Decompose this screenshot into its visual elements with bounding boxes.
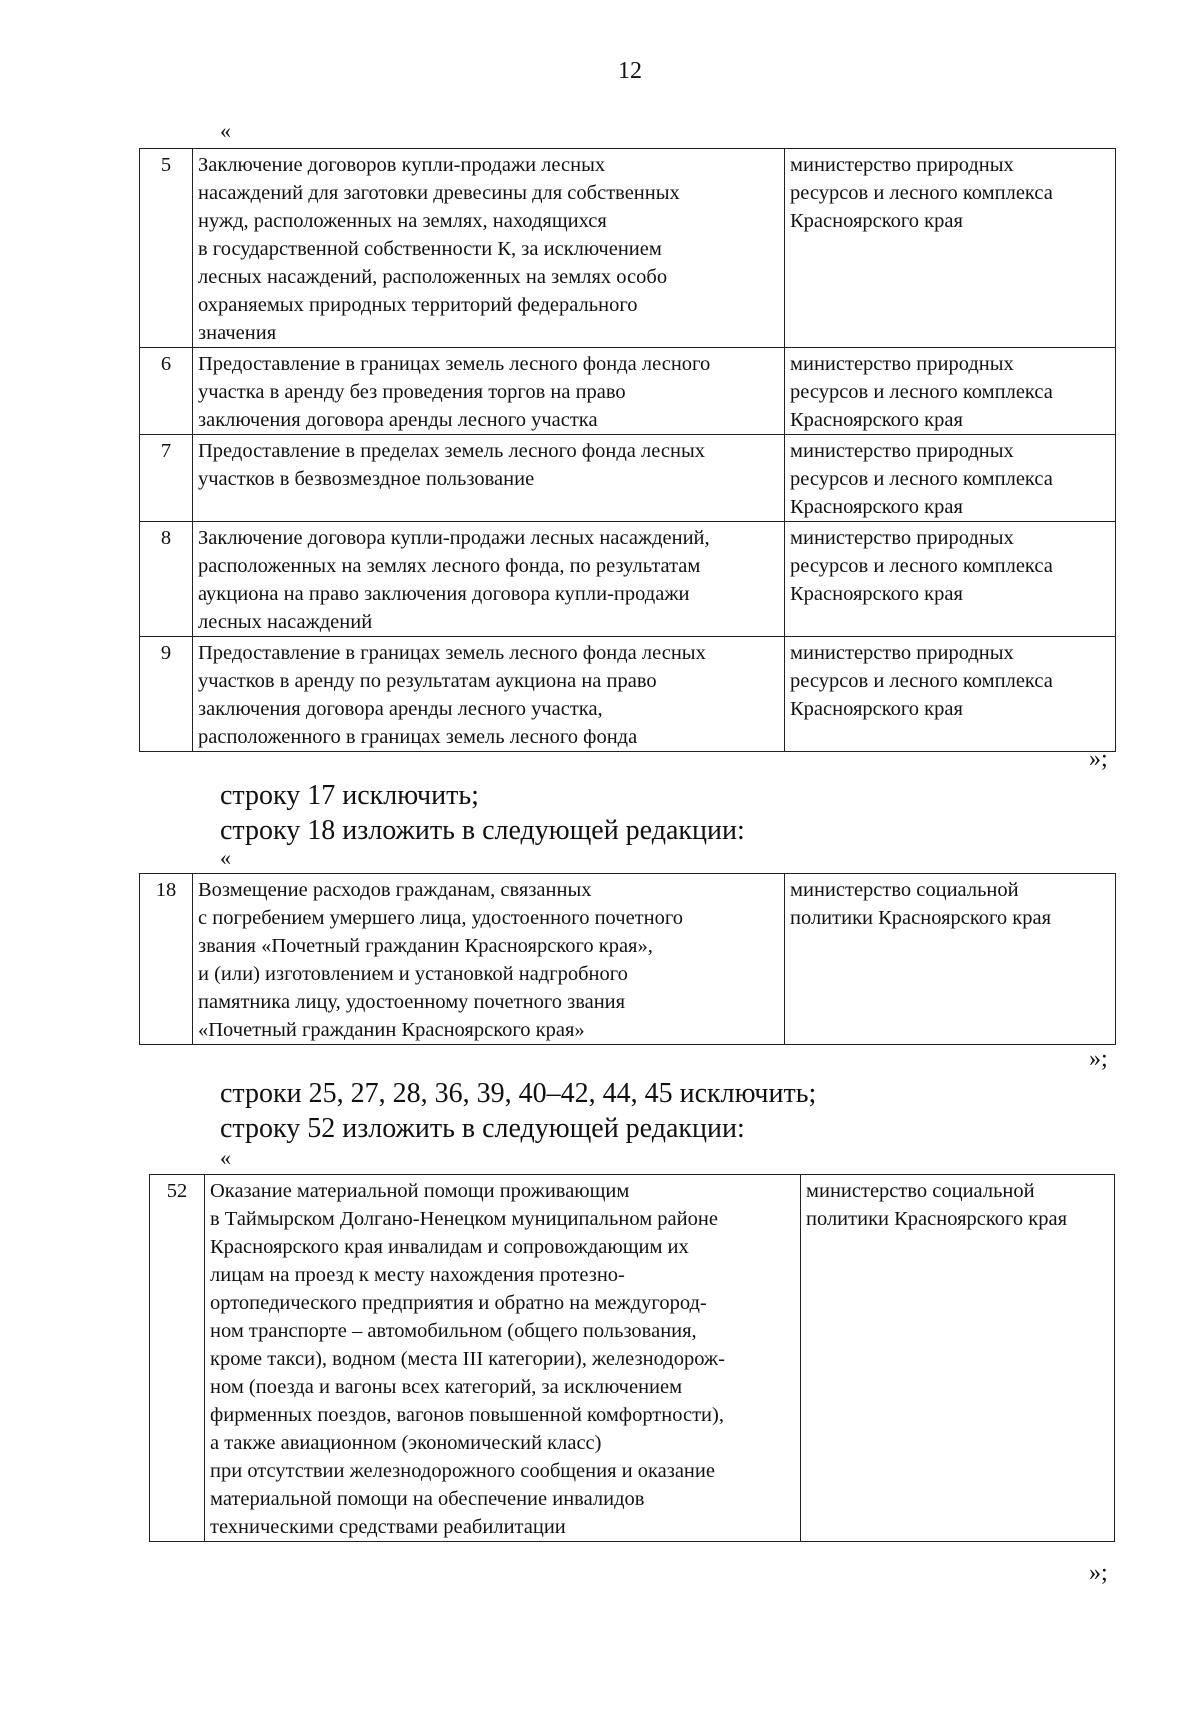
responsible-agency: министерство природных ресурсов и лесного комплекса Красноярского края (785, 435, 1116, 522)
services-table-1 (139, 148, 1116, 752)
open-quote: « (220, 845, 231, 870)
table-row (140, 149, 1116, 348)
row-number: 52 (150, 1175, 205, 1542)
row-number: 9 (140, 637, 193, 752)
responsible-agency: министерство социальной политики Красноярского края (801, 1175, 1115, 1542)
close-quote: »; (1089, 1046, 1108, 1072)
service-description: Возмещение расходов гражданам, связанных с погребением умершего лица, удостоенного почетного звания «Почетный гражданин Красноярского края», и (или) изготовлением и установкой надгробного памятника лицу, удостоенному почетного звания «Почетный гражданин Красноярского края» (193, 874, 785, 1045)
service-description: Оказание материальной помощи проживающим в Таймырском Долгано-Ненецком муниципальном районе Красноярского края инвалидам и сопровождающим их лицам на проезд к месту нахождения протезно- ортопедического предприятия и обратно на междугород- ном транспорте – автомобильном (общего пользования, кроме такси), водном (места III категории), железнодорож- ном (поезда и вагоны всех категорий, за исключением фирменных поездов, вагонов повышенной комфортности), а также авиационном (экономический класс) при отсутствии железнодорожного сообщения и оказание материальной помощи на обеспечение инвалидов техническими средствами реабилитации (205, 1175, 801, 1542)
service-description: Заключение договора купли-продажи лесных насаждений, расположенных на землях лесного фонда, по результатам аукциона на право заключения договора купли-продажи лесных насаждений (193, 522, 785, 637)
service-description: Предоставление в границах земель лесного фонда лесного участка в аренду без проведения торгов на право заключения договора аренды лесного участка (193, 348, 785, 435)
row-number: 6 (140, 348, 193, 435)
open-quote: « (220, 1145, 231, 1170)
responsible-agency: министерство природных ресурсов и лесного комплекса Красноярского края (785, 149, 1116, 348)
close-quote: »; (1089, 746, 1108, 772)
service-description: Заключение договоров купли-продажи лесных насаждений для заготовки древесины для собственных нужд, расположенных на землях, находящихся в государственной собственности К, за исключением лесных насаждений, расположенных на землях особо охраняемых природных территорий федерального значения (193, 149, 785, 348)
responsible-agency: министерство природных ресурсов и лесного комплекса Красноярского края (785, 522, 1116, 637)
instruction-amend-row-52: строку 52 изложить в следующей редакции: (220, 1113, 745, 1144)
table-row (140, 435, 1116, 522)
instruction-exclude-row-17: строку 17 исключить; (220, 780, 479, 811)
row-number: 18 (140, 874, 193, 1045)
instruction-exclude-rows: строки 25, 27, 28, 36, 39, 40–42, 44, 45 исключить; (220, 1078, 817, 1109)
table-row (140, 348, 1116, 435)
row-number: 8 (140, 522, 193, 637)
responsible-agency: министерство социальной политики Красноярского края (785, 874, 1116, 1045)
table-row (140, 874, 1116, 1045)
services-table-3 (149, 1174, 1115, 1542)
row-number: 7 (140, 435, 193, 522)
service-description: Предоставление в границах земель лесного фонда лесных участков в аренду по результатам аукциона на право заключения договора аренды лесного участка, расположенного в границах земель лесного фонда (193, 637, 785, 752)
service-description: Предоставление в пределах земель лесного фонда лесных участков в безвозмездное пользование (193, 435, 785, 522)
services-table-2 (139, 873, 1116, 1045)
responsible-agency: министерство природных ресурсов и лесного комплекса Красноярского края (785, 348, 1116, 435)
page-number: 12 (618, 58, 642, 84)
close-quote: »; (1089, 1560, 1108, 1586)
table-row (140, 637, 1116, 752)
table-row (150, 1175, 1115, 1542)
open-quote: « (220, 118, 231, 143)
instruction-amend-row-18: строку 18 изложить в следующей редакции: (220, 815, 745, 846)
row-number: 5 (140, 149, 193, 348)
table-row (140, 522, 1116, 637)
responsible-agency: министерство природных ресурсов и лесного комплекса Красноярского края (785, 637, 1116, 752)
